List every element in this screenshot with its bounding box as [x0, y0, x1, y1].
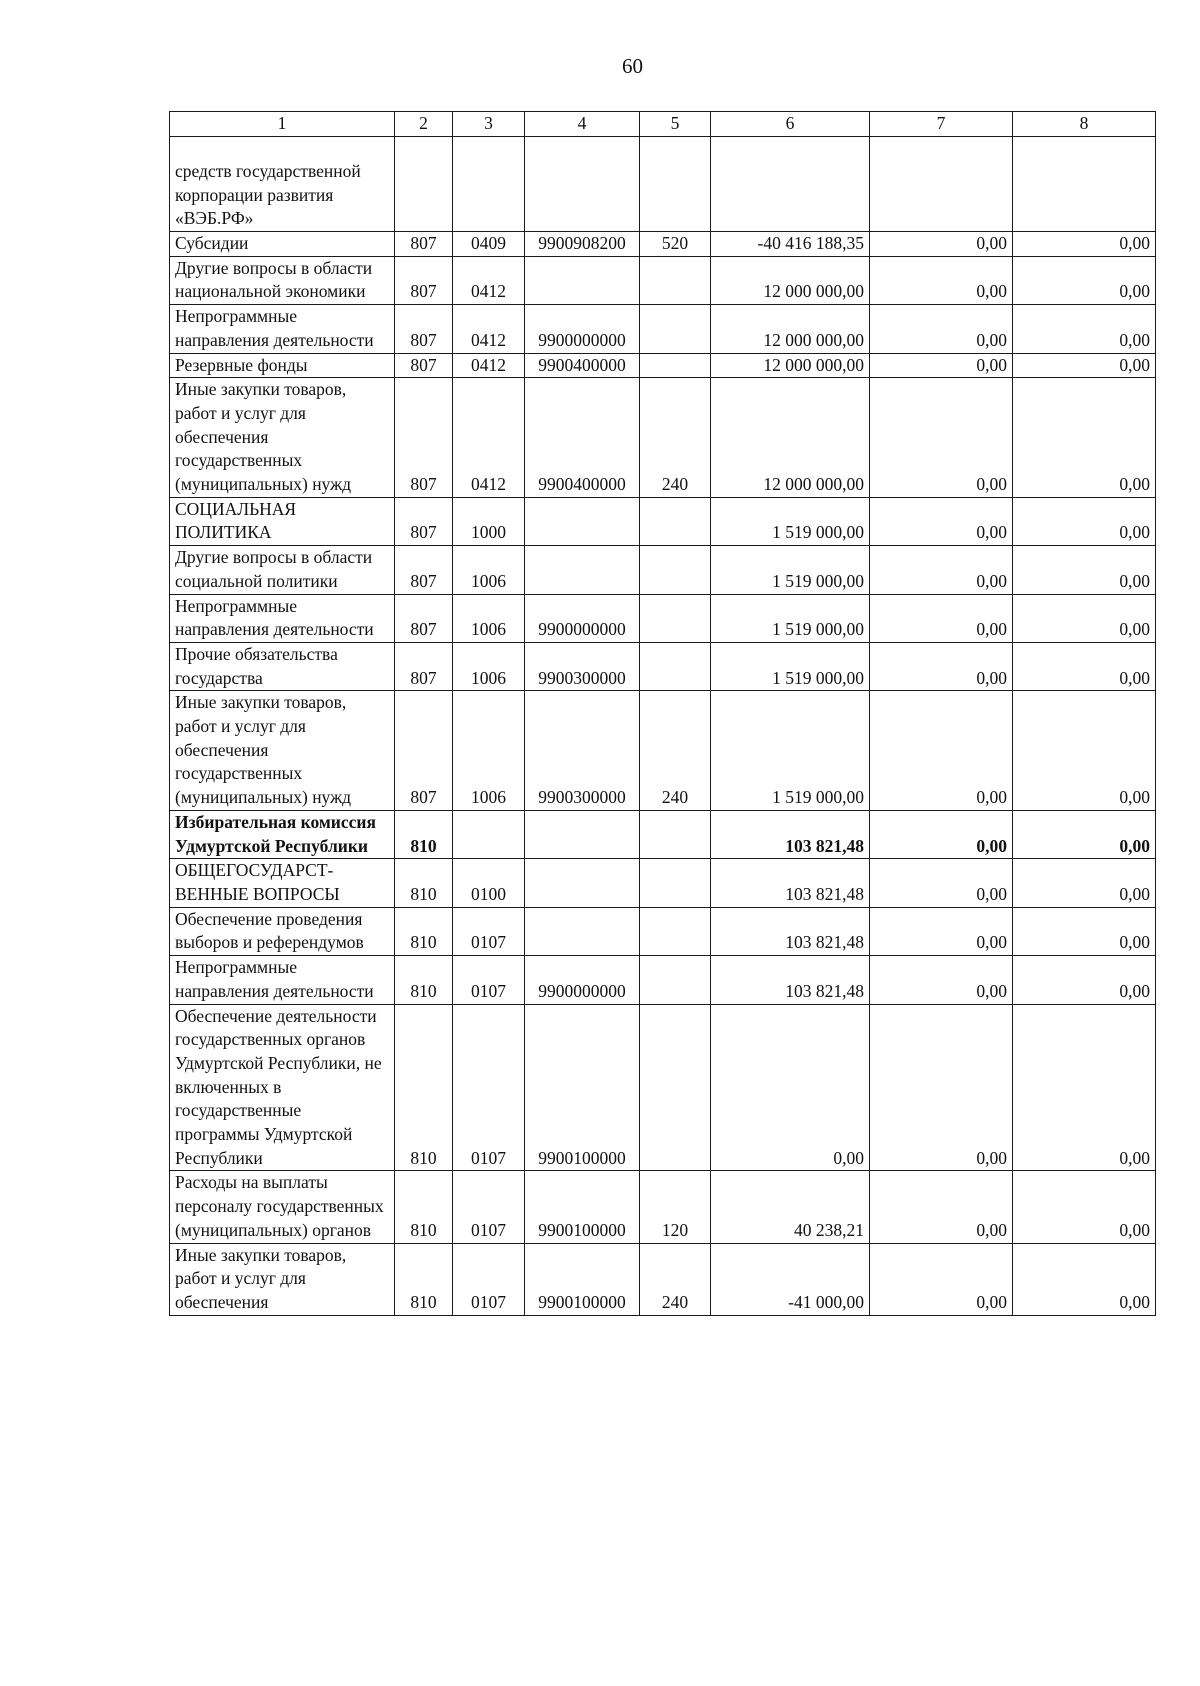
cell-col8: 0,00: [1013, 1004, 1156, 1171]
cell-col3: 1006: [453, 594, 525, 642]
cell-col3: 0412: [453, 305, 525, 353]
cell-col4: 9900100000: [525, 1243, 640, 1315]
cell-col3: [453, 810, 525, 858]
cell-col6: 12 000 000,00: [711, 353, 870, 378]
cell-col8: 0,00: [1013, 642, 1156, 690]
cell-col3: 0412: [453, 256, 525, 304]
column-header-1: 1: [170, 112, 395, 137]
cell-name: ОБЩЕГОСУДАРСТ-ВЕННЫЕ ВОПРОСЫ: [170, 859, 395, 907]
table-row: [170, 1004, 1156, 1171]
cell-col7: [870, 137, 1013, 232]
cell-col3: 1006: [453, 642, 525, 690]
cell-col4: [525, 859, 640, 907]
cell-col6: 40 238,21: [711, 1171, 870, 1243]
cell-col3: 0409: [453, 232, 525, 257]
cell-col6: 1 519 000,00: [711, 497, 870, 545]
cell-col6: 1 519 000,00: [711, 691, 870, 811]
cell-col5: [640, 353, 711, 378]
cell-name: Избирательная комиссия Удмуртской Республики: [170, 810, 395, 858]
cell-col6: 103 821,48: [711, 859, 870, 907]
cell-col5: 240: [640, 378, 711, 498]
cell-col5: 240: [640, 1243, 711, 1315]
cell-col4: 9900100000: [525, 1171, 640, 1243]
table-row: [170, 956, 1156, 1004]
cell-col5: [640, 859, 711, 907]
cell-col8: 0,00: [1013, 907, 1156, 955]
cell-name: Другие вопросы в области социальной политики: [170, 546, 395, 594]
column-header-5: 5: [640, 112, 711, 137]
cell-col7: 0,00: [870, 691, 1013, 811]
cell-col8: 0,00: [1013, 859, 1156, 907]
cell-col8: [1013, 137, 1156, 232]
cell-col4: 9900908200: [525, 232, 640, 257]
table-row: [170, 859, 1156, 907]
cell-col6: 0,00: [711, 1004, 870, 1171]
cell-col7: 0,00: [870, 497, 1013, 545]
cell-col6: -41 000,00: [711, 1243, 870, 1315]
cell-col5: [640, 1004, 711, 1171]
cell-col2: 810: [395, 1243, 453, 1315]
cell-col6: 12 000 000,00: [711, 305, 870, 353]
cell-col7: 0,00: [870, 1243, 1013, 1315]
cell-name: Иные закупки товаров, работ и услуг для обеспечения государственных (муниципальных) нужд: [170, 378, 395, 498]
cell-col5: [640, 137, 711, 232]
cell-col2: 807: [395, 305, 453, 353]
table-row: [170, 691, 1156, 811]
cell-col4: [525, 256, 640, 304]
cell-name: Другие вопросы в области национальной экономики: [170, 256, 395, 304]
cell-col2: 807: [395, 378, 453, 498]
table-row: [170, 137, 1156, 232]
cell-col2: [395, 137, 453, 232]
cell-col3: 0412: [453, 378, 525, 498]
cell-col8: 0,00: [1013, 1243, 1156, 1315]
cell-col7: 0,00: [870, 1171, 1013, 1243]
cell-col5: [640, 907, 711, 955]
cell-name: Обеспечение проведения выборов и референдумов: [170, 907, 395, 955]
cell-col5: [640, 256, 711, 304]
cell-col4: [525, 907, 640, 955]
cell-col7: 0,00: [870, 305, 1013, 353]
cell-col4: [525, 546, 640, 594]
cell-name: Непрограммные направления деятельности: [170, 594, 395, 642]
cell-col6: [711, 137, 870, 232]
cell-col5: [640, 305, 711, 353]
cell-col5: [640, 546, 711, 594]
cell-col5: 520: [640, 232, 711, 257]
table-row: [170, 305, 1156, 353]
cell-name: Иные закупки товаров, работ и услуг для обеспечения: [170, 1243, 395, 1315]
table-row: [170, 497, 1156, 545]
table-row: [170, 1171, 1156, 1243]
cell-col2: 810: [395, 1171, 453, 1243]
cell-col4: 9900000000: [525, 305, 640, 353]
cell-col6: 103 821,48: [711, 810, 870, 858]
cell-col6: 1 519 000,00: [711, 594, 870, 642]
cell-col7: 0,00: [870, 1004, 1013, 1171]
table-row: [170, 256, 1156, 304]
cell-col5: [640, 497, 711, 545]
column-header-4: 4: [525, 112, 640, 137]
cell-col3: 0107: [453, 1004, 525, 1171]
table-row: [170, 907, 1156, 955]
cell-col3: 1006: [453, 691, 525, 811]
cell-col8: 0,00: [1013, 256, 1156, 304]
cell-col7: 0,00: [870, 353, 1013, 378]
cell-col3: 0107: [453, 1171, 525, 1243]
cell-col8: 0,00: [1013, 810, 1156, 858]
cell-col8: 0,00: [1013, 305, 1156, 353]
cell-col8: 0,00: [1013, 497, 1156, 545]
column-header-8: 8: [1013, 112, 1156, 137]
table-body: [170, 137, 1156, 1316]
cell-col3: 0412: [453, 353, 525, 378]
cell-col7: 0,00: [870, 378, 1013, 498]
cell-col8: 0,00: [1013, 691, 1156, 811]
cell-col3: 0107: [453, 907, 525, 955]
cell-col8: 0,00: [1013, 956, 1156, 1004]
cell-col2: 810: [395, 810, 453, 858]
column-header-7: 7: [870, 112, 1013, 137]
table-header: [170, 112, 1156, 137]
column-header-2: 2: [395, 112, 453, 137]
cell-col2: 807: [395, 594, 453, 642]
cell-col5: 240: [640, 691, 711, 811]
cell-name: Обеспечение деятельности государственных органов Удмуртской Республики, не включенных в государственные программы Удмуртской Республики: [170, 1004, 395, 1171]
cell-col2: 807: [395, 353, 453, 378]
cell-col3: [453, 137, 525, 232]
cell-col2: 810: [395, 859, 453, 907]
cell-col4: 9900100000: [525, 1004, 640, 1171]
cell-name: Субсидии: [170, 232, 395, 257]
table-row: [170, 546, 1156, 594]
cell-col7: 0,00: [870, 232, 1013, 257]
cell-col5: [640, 810, 711, 858]
cell-col7: 0,00: [870, 810, 1013, 858]
cell-col5: [640, 594, 711, 642]
cell-col4: [525, 137, 640, 232]
budget-table: [169, 111, 1156, 1316]
cell-col8: 0,00: [1013, 378, 1156, 498]
cell-col3: 0107: [453, 1243, 525, 1315]
cell-col7: 0,00: [870, 956, 1013, 1004]
column-header-3: 3: [453, 112, 525, 137]
cell-col3: 0100: [453, 859, 525, 907]
cell-col6: 12 000 000,00: [711, 256, 870, 304]
cell-col4: 9900300000: [525, 642, 640, 690]
cell-col4: 9900000000: [525, 956, 640, 1004]
cell-col7: 0,00: [870, 907, 1013, 955]
cell-col2: 807: [395, 642, 453, 690]
cell-col4: 9900400000: [525, 353, 640, 378]
cell-col8: 0,00: [1013, 546, 1156, 594]
cell-col7: 0,00: [870, 859, 1013, 907]
column-number-row: [170, 112, 1156, 137]
cell-col4: 9900000000: [525, 594, 640, 642]
cell-col7: 0,00: [870, 256, 1013, 304]
cell-col2: 807: [395, 691, 453, 811]
cell-col8: 0,00: [1013, 1171, 1156, 1243]
cell-col6: 1 519 000,00: [711, 546, 870, 594]
table-row: [170, 810, 1156, 858]
cell-col7: 0,00: [870, 642, 1013, 690]
cell-name: Непрограммные направления деятельности: [170, 956, 395, 1004]
cell-col7: 0,00: [870, 594, 1013, 642]
cell-name: Резервные фонды: [170, 353, 395, 378]
cell-col6: 12 000 000,00: [711, 378, 870, 498]
cell-col2: 810: [395, 956, 453, 1004]
cell-col3: 1006: [453, 546, 525, 594]
cell-col8: 0,00: [1013, 232, 1156, 257]
cell-name: Прочие обязательства государства: [170, 642, 395, 690]
cell-col5: 120: [640, 1171, 711, 1243]
cell-col4: [525, 497, 640, 545]
cell-col5: [640, 956, 711, 1004]
cell-col3: 0107: [453, 956, 525, 1004]
cell-name: Расходы на выплаты персоналу государственных (муниципальных) органов: [170, 1171, 395, 1243]
cell-col6: 1 519 000,00: [711, 642, 870, 690]
cell-col2: 810: [395, 907, 453, 955]
column-header-6: 6: [711, 112, 870, 137]
cell-col6: 103 821,48: [711, 907, 870, 955]
cell-col2: 807: [395, 256, 453, 304]
table-row: [170, 642, 1156, 690]
cell-name: СОЦИАЛЬНАЯ ПОЛИТИКА: [170, 497, 395, 545]
cell-col4: 9900300000: [525, 691, 640, 811]
table-row: [170, 353, 1156, 378]
cell-name: Непрограммные направления деятельности: [170, 305, 395, 353]
cell-col2: 810: [395, 1004, 453, 1171]
cell-col4: 9900400000: [525, 378, 640, 498]
page-number: 60: [622, 54, 643, 78]
table-row: [170, 594, 1156, 642]
cell-name: средств государственной корпорации развития «ВЭБ.РФ»: [170, 137, 395, 232]
cell-col7: 0,00: [870, 546, 1013, 594]
table-row: [170, 1243, 1156, 1315]
cell-col8: 0,00: [1013, 594, 1156, 642]
cell-col3: 1000: [453, 497, 525, 545]
cell-col6: -40 416 188,35: [711, 232, 870, 257]
table-row: [170, 232, 1156, 257]
cell-name: Иные закупки товаров, работ и услуг для обеспечения государственных (муниципальных) нужд: [170, 691, 395, 811]
cell-col2: 807: [395, 232, 453, 257]
cell-col2: 807: [395, 497, 453, 545]
table-row: [170, 378, 1156, 498]
cell-col2: 807: [395, 546, 453, 594]
cell-col5: [640, 642, 711, 690]
cell-col4: [525, 810, 640, 858]
cell-col6: 103 821,48: [711, 956, 870, 1004]
cell-col8: 0,00: [1013, 353, 1156, 378]
